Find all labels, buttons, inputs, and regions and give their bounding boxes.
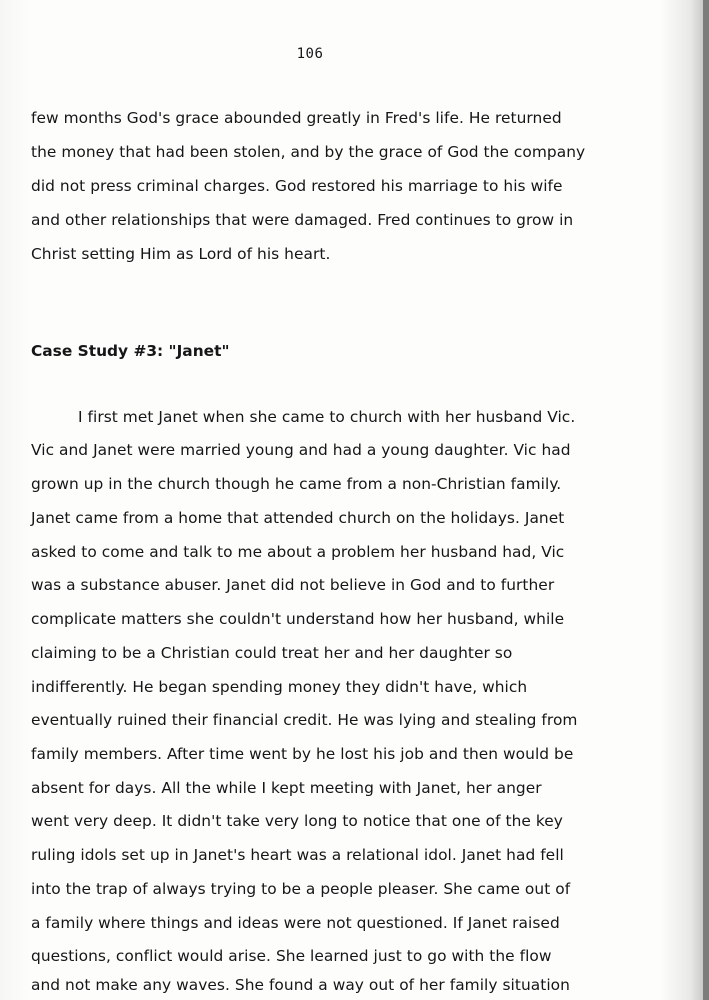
paragraph-line: few months God's grace abounded greatly in Fred's life. He returned [31,109,562,127]
paragraph-line: the money that had been stolen, and by the grace of God the company [31,143,586,161]
section-heading: Case Study #3: "Janet" [31,342,230,360]
paragraph-line: Vic and Janet were married young and had a young daughter. Vic had [31,441,571,459]
paragraph-line: Janet came from a home that attended church on the holidays. Janet [31,509,565,527]
paragraph-line: ruling idols set up in Janet's heart was a relational idol. Janet had fell [31,846,564,864]
paragraph-line: was a substance abuser. Janet did not believe in God and to further [31,576,555,594]
paragraph-line: did not press criminal charges. God restored his marriage to his wife [31,177,563,195]
paragraph-line: grown up in the church though he came from a non-Christian family. [31,475,562,493]
paragraph-line: and not make any waves. She found a way out of her family situation [31,976,570,994]
paragraph-line: Christ setting Him as Lord of his heart. [31,245,331,263]
paragraph-line: absent for days. All the while I kept meeting with Janet, her anger [31,779,542,797]
page-edge-shadow [703,0,709,1000]
paragraph-line: and other relationships that were damaged. Fred continues to grow in [31,211,574,229]
paragraph-line: asked to come and talk to me about a problem her husband had, Vic [31,543,565,561]
paragraph-line: indifferently. He began spending money they didn't have, which [31,678,528,696]
paragraph-line: into the trap of always trying to be a people pleaser. She came out of [31,880,571,898]
page-number: 106 [296,46,324,62]
paragraph-line: questions, conflict would arise. She learned just to go with the flow [31,947,552,965]
paragraph-line: a family where things and ideas were not questioned. If Janet raised [31,914,560,932]
paragraph-line: went very deep. It didn't take very long to notice that one of the key [31,812,563,830]
paragraph-line: eventually ruined their financial credit. He was lying and stealing from [31,711,578,729]
paragraph-line: family members. After time went by he lost his job and then would be [31,745,574,763]
paragraph-line: complicate matters she couldn't understand how her husband, while [31,610,565,628]
paragraph-line: claiming to be a Christian could treat her and her daughter so [31,644,513,662]
paragraph-line: I first met Janet when she came to church with her husband Vic. [78,408,576,426]
